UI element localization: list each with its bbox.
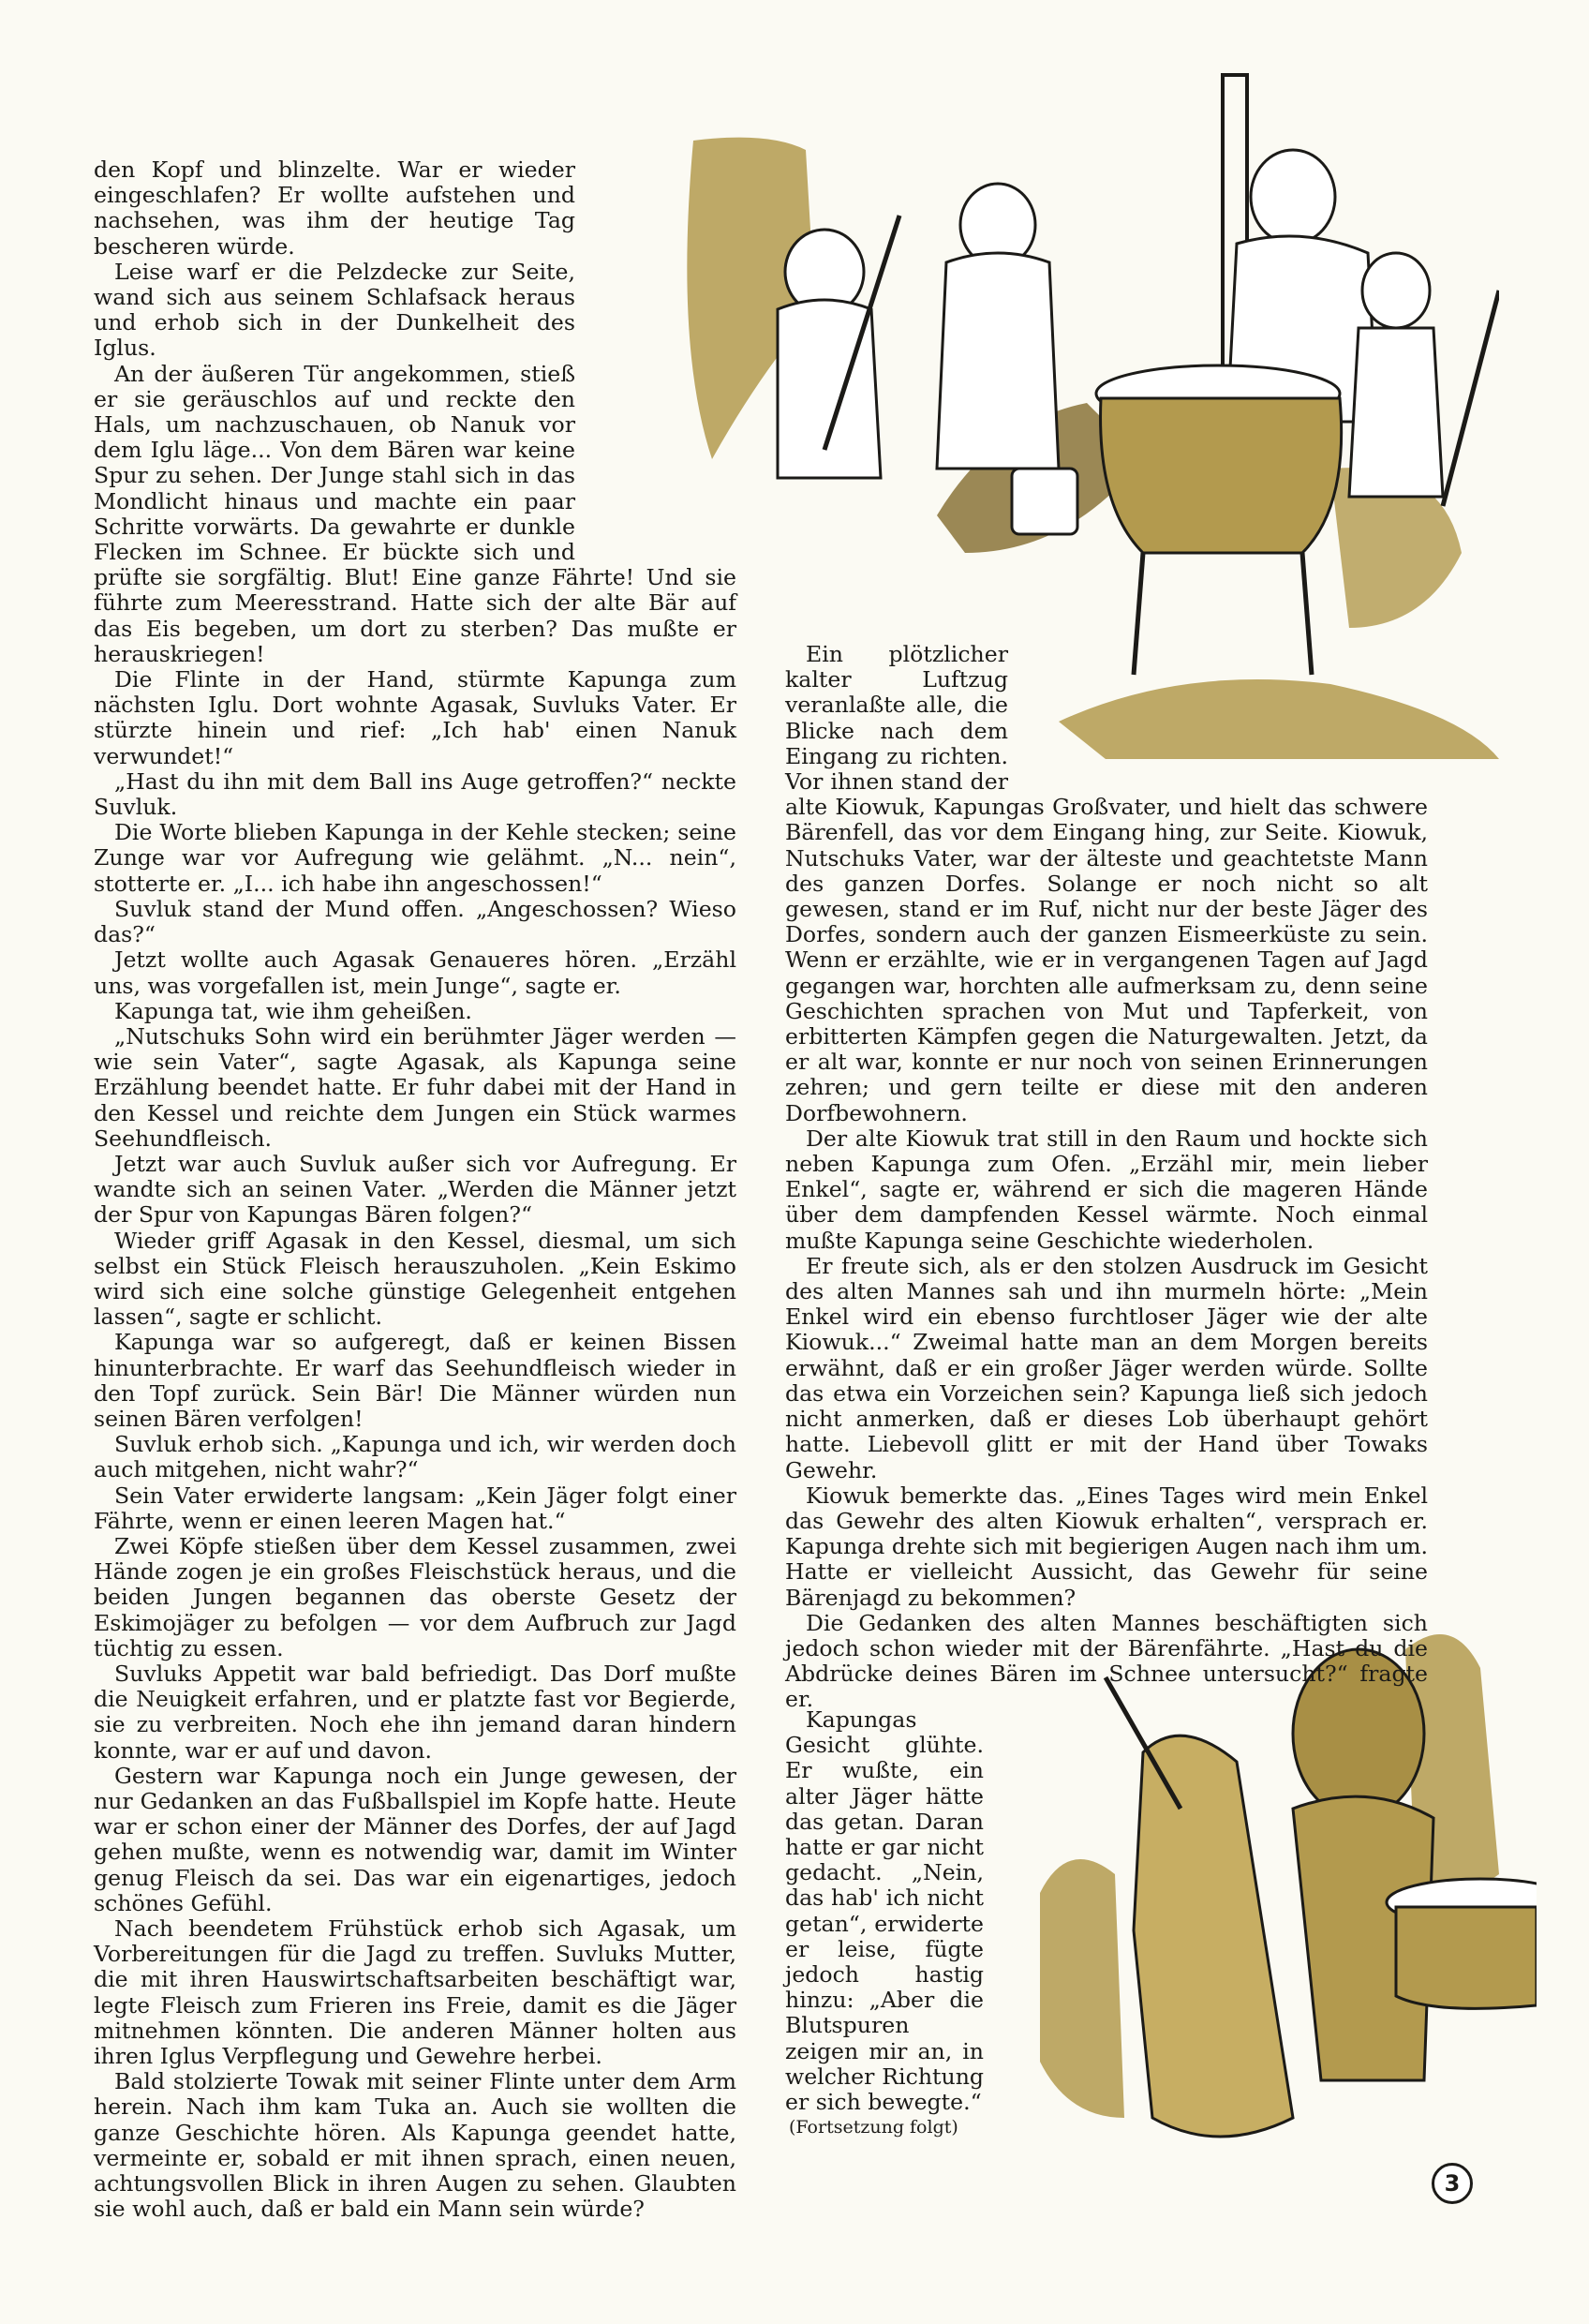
paragraph: Kiowuk bemerkte das. „Eines Tages wird mein Enkel das Gewehr des alten Kiowuk erhalten“, versprach er. Kapunga drehte sich mit begierigen Augen nach ihm um. Hatte er vielleicht Aussicht, das Gewehr für seine Bärenjagd zu bekommen? [785,1482,1428,1611]
paragraph: Nach beendetem Frühstück erhob sich Agasak, um Vorbereitungen für die Jagd zu treffen. Suvluks Mutter, die mit ihren Hauswirtschaftsarbeiten beschäftigt war, legte Fleisch zum Frieren ins Freie, damit es die Jäger mitnehmen könnten. Die anderen Männer holten aus ihren Iglus Verpflegung und Gewehre herbei. [94,1915,736,2070]
paragraph: den Kopf und blinzelte. War er wieder eingeschlafen? Er wollte aufstehen und nachsehen, was ihm der heutige Tag bescheren würde. [94,156,575,260]
paragraph: Ein plötzlicher kalter Luftzug veranlaßte alle, die Blicke nach dem Eingang zu richten. Vor ihnen stand der alte Kiowuk, Kapungas Großvater, und hielt das schwere Bärenfell, das vor dem Eingang hing, zur Seite. Kiowuk, Nutschuks Vater, war der älteste und geachtetste Mann des ganzen Dorfes. Solange er noch nicht so alt gewesen, stand er im Ruf, nicht nur der beste Jäger des Dorfes, sondern auch der ganzen Eismeerküste zu sein. Wenn er erzählte, wie er in vergangenen Tagen auf Jagd gegangen war, horchten alle aufmerksam zu, denn seine Geschichten sprachen von Mut und Tapferkeit, von erbitterten Kämpfen gegen die Naturgewalten. Jetzt, da er alt war, konnte er nur noch von seinen Erinnerungen zehren; und gern teilte er diese mit den anderen Dorfbewohnern. [785,641,1428,1126]
paragraph: Suvluk erhob sich. „Kapunga und ich, wir werden doch auch mitgehen, nicht wahr?“ [94,1431,736,1483]
paragraph: Kapunga war so aufgeregt, daß er keinen Bissen hinunterbrachte. Er warf das Seehundfleisch wieder in den Topf zurück. Sein Bär! Die Männer würden nun seinen Bären verfolgen! [94,1329,736,1432]
right-text-column [785,642,1428,1713]
paragraph: Zwei Köpfe stießen über dem Kessel zusammen, zwei Hände zogen je ein großes Fleischstück heraus, und die beiden Jungen begannen das oberste Gesetz der Eskimojäger zu befolgen — vor dem Aufbruch zur Jagd tüchtig zu essen. [94,1532,736,1661]
paragraph: Der alte Kiowuk trat still in den Raum und hockte sich neben Kapunga zum Ofen. „Erzähl mir, mein lieber Enkel“, sagte er, während er sich die mageren Hände über dem dampfenden Kessel wärmte. Noch einmal mußte Kapunga seine Geschichte wiederholen. [785,1125,1428,1254]
paragraph: Die Worte blieben Kapunga in der Kehle stecken; seine Zunge war vor Aufregung wie gelähmt. „N... nein“, stotterte er. „I... ich habe ihn angeschossen!“ [94,819,736,897]
paragraph: Kapungas Gesicht glühte. Er wußte, ein alter Jäger hätte das getan. Daran hatte er gar nicht gedacht. „Nein, das hab' ich nicht getan“, erwiderte er leise, fügte jedoch hastig hinzu: „Aber die Blutspuren zeigen mir an, in welcher Richtung er sich bewegte.“ [785,1706,984,2116]
paragraph: An der äußeren Tür angekommen, stieß er sie geräuschlos auf und reckte den Hals, um nachzuschauen, ob Nanuk vor dem Iglu läge... Von dem Bären war keine Spur zu sehen. Der Junge stahl sich in das Mondlicht hinaus und machte ein paar Schritte vorwärts. Da gewahrte er dunkle Flecken im Schnee. Er bückte sich und prüfte sie sorgfältig. Blut! Eine ganze Fährte! Und sie führte zum Meeresstrand. Hatte sich der alte Bär auf das Eis begeben, um dort zu sterben? Das mußte er herauskriegen! [94,360,736,667]
paragraph: Die Gedanken des alten Mannes beschäftigten sich jedoch schon wieder mit der Bärenfährte. „Hast du die Abdrücke deines Bären im Schnee untersucht?“ fragte er. [785,1609,1428,1713]
paragraph: Wieder griff Agasak in den Kessel, diesmal, um sich selbst ein Stück Fleisch herauszuholen. „Kein Eskimo wird sich eine solche günstige Gelegenheit entgehen lassen“, sagte er schlicht. [94,1227,736,1331]
paragraph: Bald stolzierte Towak mit seiner Flinte unter dem Arm herein. Nach ihm kam Tuka an. Auch sie wollten die ganze Geschichte hören. Als Kapunga geendet hatte, vermeinte er, sobald er mit ihnen sprach, einen neuen, achtungsvollen Blick in ihren Augen zu sehen. Glaubten sie wohl auch, daß er bald ein Mann sein würde? [94,2068,736,2223]
paragraph: Die Flinte in der Hand, stürmte Kapunga zum nächsten Iglu. Dort wohnte Agasak, Suvluks Vater. Er stürzte hinein und rief: „Ich hab' einen Nanuk verwundet!“ [94,666,736,769]
left-text-column [94,157,736,2222]
paragraph: Kapunga tat, wie ihm geheißen. [114,997,472,1024]
paragraph: Jetzt war auch Suvluk außer sich vor Aufregung. Er wandte sich an seinen Vater. „Werden die Männer jetzt der Spur von Kapungas Bären folgen?“ [94,1150,736,1229]
page-number-badge [1432,2163,1473,2204]
paragraph: Sein Vater erwiderte langsam: „Kein Jäger folgt einer Fährte, wenn er einen leeren Magen hat.“ [94,1482,736,1534]
illustration-wrap-space [1008,642,1428,795]
paragraph: Suvluk stand der Mund offen. „Angeschossen? Wieso das?“ [94,895,736,948]
continuation-note: (Fortsetzung folgt) [789,2117,958,2138]
illustration-wrap-space [575,157,736,560]
paragraph: „Hast du ihn mit dem Ball ins Auge getroffen?“ neckte Suvluk. [94,767,736,821]
paragraph: Jetzt wollte auch Agasak Genaueres hören. „Erzähl uns, was vorgefallen ist, mein Junge“, sagte er. [94,946,736,999]
paragraph: Gestern war Kapunga noch ein Junge gewesen, der nur Gedanken an das Fußballspiel im Kopfe hatte. Heute war er schon einer der Männer des Dorfes, der auf Jagd gehen mußte, wenn es notwendig war, damit im Winter genug Fleisch da sei. Das war ein eigenartiges, jedoch schönes Gefühl. [94,1762,736,1916]
paragraph: „Nutschuks Sohn wird ein berühmter Jäger werden — wie sein Vater“, sagte Agasak, als Kapunga seine Erzählung beendet hatte. Er fuhr dabei mit der Hand in den Kessel und reichte dem Jungen ein Stück warmes Seehundfleisch. [94,1022,736,1152]
paragraph: Leise warf er die Pelzdecke zur Seite, wand sich aus seinem Schlafsack heraus und erhob sich in der Dunkelheit des Iglus. [94,258,575,362]
paragraph: Er freute sich, als er den stolzen Ausdruck im Gesicht des alten Mannes sah und ihn murmeln hörte: „Mein Enkel wird ein ebenso furchtloser Jäger wie der alte Kiowuk...“ Zweimal hatte man an dem Morgen bereits erwähnt, daß er ein großer Jäger werden würde. Sollte das etwa ein Vorzeichen sein? Kapunga ließ sich jedoch nicht anmerken, daß er dieses Lob überhaupt gehört hatte. Liebevoll glitt er mit der Hand über Towaks Gewehr. [785,1252,1428,1483]
right-narrow-column [785,1707,984,2140]
page-number: 3 [1444,2170,1461,2197]
paragraph: Suvluks Appetit war bald befriedigt. Das Dorf mußte die Neuigkeit erfahren, und er platzte fast vor Begierde, sie zu verbreiten. Noch ehe ihn jemand daran hindern konnte, war er auf und davon. [94,1660,736,1764]
